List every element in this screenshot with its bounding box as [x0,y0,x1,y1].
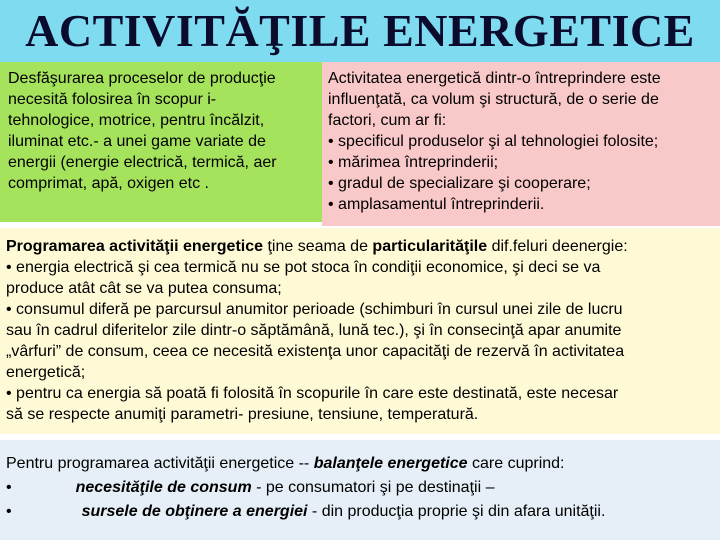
item-rest: - pe consumatori şi pe destinaţii – [251,479,495,496]
yellow-box-text [6,236,628,425]
yellow-line: să se respecte anumiţi parametri- presiune, tensiune, temperatură. [6,406,479,423]
yellow-line: „vârfuri” de consum, ceea ce necesită existenţa unor capacităţi de rezervă în activitatea [6,343,625,360]
blue-intro [6,452,605,476]
item-emphasis: sursele de obţinere a energiei [81,503,308,520]
pink-line: • mărimea întreprinderii; [328,154,499,171]
blue-list-item [6,500,605,524]
pink-line: • specificul produselor şi al tehnologiei folosite; [328,133,659,150]
item-rest: - din producţia proprie şi din afara unităţii. [307,503,606,520]
intro-emphasis: balanţele energetice [313,455,468,472]
heading-part: ţine seama de [263,238,373,255]
pink-box-text [328,68,661,215]
yellow-line: energetică; [6,364,86,381]
heading-part: particularităţile [372,238,488,255]
yellow-line: sau în cadrul diferitelor zile dintr-o săptămână, lună tec.), şi în consecinţă apar anumite [6,322,622,339]
bullet: • [6,503,12,520]
green-line: iluminat etc.- a unei game variate de [8,133,266,150]
green-line: necesită folosirea în scopur i- [8,91,217,108]
blue-box-text [6,452,605,524]
slide-title: ACTIVITĂŢILE ENERGETICE [25,5,695,56]
yellow-line: • energia electrică şi cea termică nu se pot stoca în condiţii economice, şi deci se va [6,259,601,276]
intro-end: care cuprind: [467,455,565,472]
green-box-text [8,68,277,194]
pink-line: factori, cum ar fi: [328,112,447,129]
yellow-line: produce atât cât se va putea consuma; [6,280,282,297]
heading-part: dif.feluri deenergie: [487,238,628,255]
blue-list-item [6,476,605,500]
green-line: Desfăşurarea proceselor de producţie [8,70,276,87]
yellow-line: • consumul diferă pe parcursul anumitor perioade (schimburi în cursul unei zile de lucru [6,301,623,318]
yellow-heading [6,236,628,257]
green-line: comprimat, apă, oxigen etc . [8,175,209,192]
heading-part: Programarea activităţii energetice [6,238,264,255]
pink-line: influenţată, ca volum şi structură, de o serie de [328,91,659,108]
yellow-line: • pentru ca energia să poată fi folosită în scopurile în care este destinată, este necesar [6,385,619,402]
item-emphasis: necesităţile de consum [75,479,252,496]
intro-text: Pentru programarea activităţii energetice -- [6,455,314,472]
green-line: tehnologice, motrice, pentru încălzit, [8,112,265,129]
pink-line: • amplasamentul întreprinderii. [328,196,545,213]
green-line: energii (energie electrică, termică, aer [8,154,277,171]
pink-line: Activitatea energetică dintr-o întreprindere este [328,70,661,87]
bullet: • [6,479,12,496]
pink-line: • gradul de specializare şi cooperare; [328,175,591,192]
